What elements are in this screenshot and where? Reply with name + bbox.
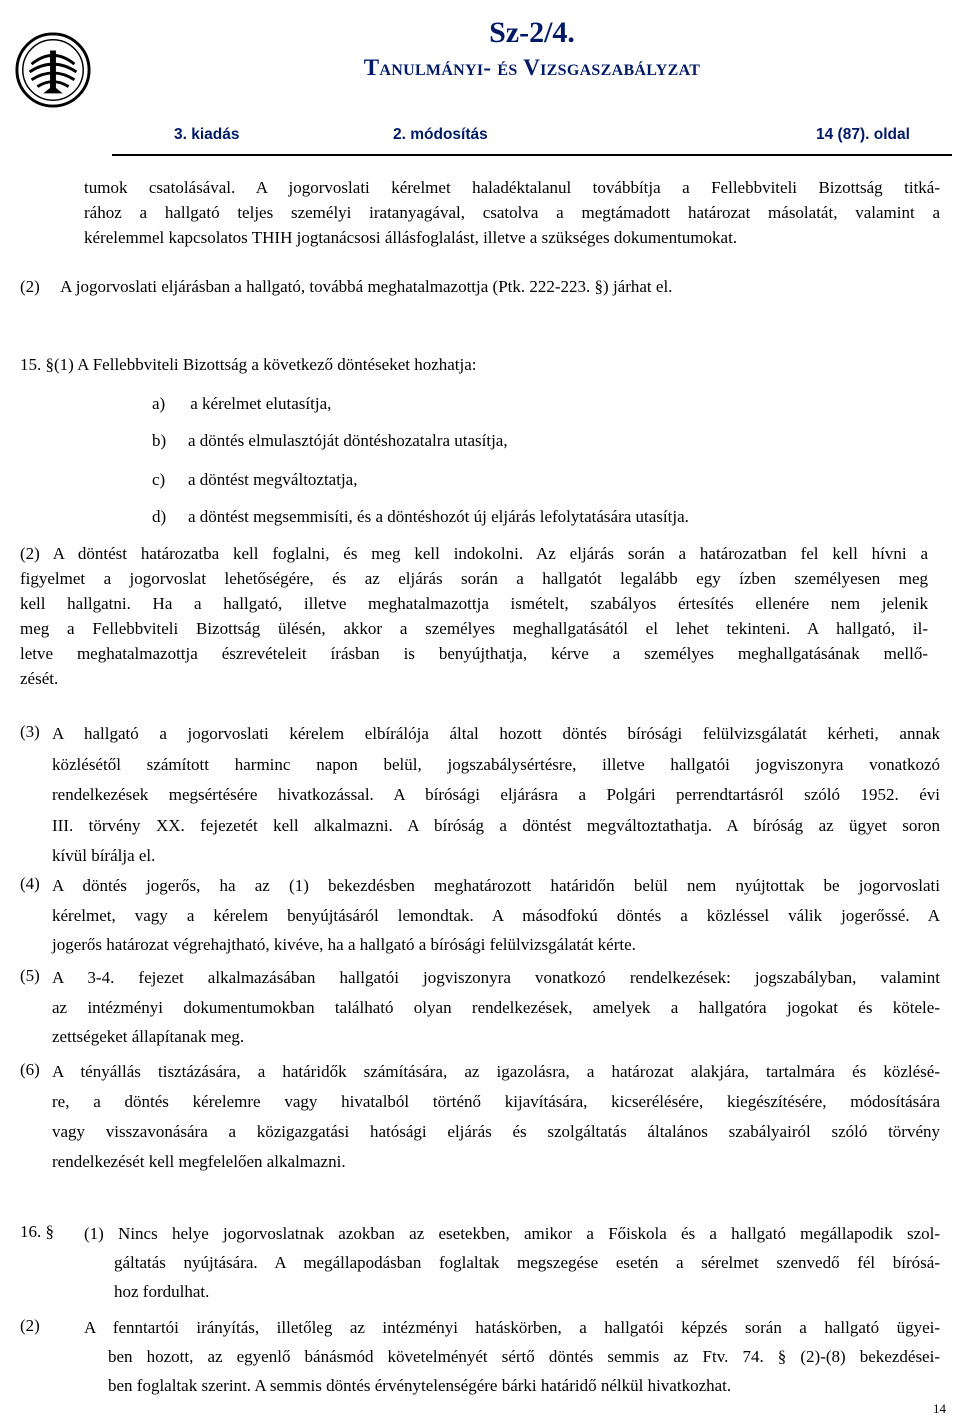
- text-line: közlésétől számított harminc napon belül, jogszabálysértésre, illetve hallgatói jogviszonyra vonatkozó: [52, 754, 940, 774]
- text-line: A hallgató a jogorvoslati kérelem elbírálója által hozott döntés bírósági felülvizsgálatát kérheti, annak: [52, 724, 940, 743]
- section-15-6: [52, 1057, 940, 1177]
- list-item-label: d): [152, 507, 167, 526]
- page-number: 14: [933, 1401, 946, 1416]
- text-line: ben foglaltak szerint. A semmis döntés érvénytelenségére bárki határidő nélkül hivatkozhat.: [108, 1376, 732, 1395]
- text-line: rendelkezését kell megfelelően alkalmazni.: [52, 1152, 346, 1171]
- paragraph-14-2: (2) A jogorvoslati eljárásban a hallgató, továbbá meghatalmazottja (Ptk. 222-223. §) járhat el.: [20, 277, 673, 296]
- list-item-label: a): [152, 394, 166, 413]
- section-15-6-number: (6): [20, 1060, 40, 1079]
- text-line: vagy visszavonására a közigazgatási hatósági eljárás és szolgáltatás általános szabályairól szóló törvény: [52, 1122, 940, 1141]
- page-label: 14 (87). oldal: [816, 126, 910, 143]
- text-line: tumok csatolásával. A jogorvoslati kérelmet haladéktalanul továbbítja a Fellebbviteli Bizottság titká-: [84, 178, 940, 197]
- section-15-4: [52, 871, 940, 960]
- text-line: zését.: [20, 669, 59, 688]
- text-line: kell hallgatni. Ha a hallgató, illetve meghatalmazottja ismételt, szabályos értesítés ellenére nem jelenik: [20, 594, 928, 613]
- list-item-text: a döntés elmulasztóját döntéshozatalra utasítja,: [188, 431, 508, 450]
- text-line: rendelkezések megsértésére hivatkozással. A bírósági eljárásra a Polgári perrendtartásról szóló 1952. évi: [52, 785, 940, 804]
- section-15-5-number: (5): [20, 966, 40, 985]
- text-line: az intézményi dokumentumokban található olyan rendelkezések, amelyek a hallgatóra jogokat és kötele-: [52, 997, 940, 1017]
- text-line: ben hozott, az egyenlő bánásmód követelményét sértő döntés semmis az Ftv. 74. § (2)-(8) bekezdései-: [108, 1347, 940, 1366]
- modification-label: 2. módosítás: [393, 126, 488, 143]
- section-15-3: [52, 719, 940, 872]
- text-line: gáltatás nyújtására. A megállapodásban foglaltak megszegése esetén a sérelmet szenvedő fél bírósá-: [114, 1253, 940, 1272]
- section-16-2-number: (2): [20, 1316, 40, 1335]
- section-16-number: 16. §: [20, 1222, 54, 1241]
- section-15-3-number: (3): [20, 722, 40, 741]
- text-line: A döntés jogerős, ha az (1) bekezdésben meghatározott határidőn belül nem nyújtottak be jogorvoslati: [52, 876, 940, 895]
- text-line: kérelmet, vagy a kérelem benyújtásáról lemondtak. A másodfokú döntés a közléssel válik jogerőssé. A: [52, 905, 940, 925]
- edition-label: 3. kiadás: [174, 126, 240, 143]
- text-line: (1) Nincs helye jogorvoslatnak azokban az esetekben, amikor a Főiskola és a hallgató megállapodik szol-: [84, 1224, 940, 1243]
- document-title: Tanulmányi- és Vizsgaszabályzat: [363, 55, 701, 80]
- list-item-label: c): [152, 470, 166, 489]
- list-item-text: a döntést megsemmisíti, és a döntéshozót új eljárás lefolytatására utasítja.: [188, 507, 689, 526]
- text-line: A 3-4. fejezet alkalmazásában hallgatói jogviszonyra vonatkozó rendelkezések: jogszabályban, valamint: [52, 968, 940, 987]
- text-line: (2) A döntést határozatba kell foglalni, és meg kell indokolni. Az eljárás során a határozatban fel kell hívni a: [20, 544, 928, 563]
- text-line: jogerős határozat végrehajtható, kivéve, ha a hallgató a bírósági felülvizsgálatát kérte.: [52, 935, 636, 954]
- text-line: hoz fordulhat.: [114, 1282, 210, 1301]
- section-15-lead: 15. §(1) A Fellebbviteli Bizottság a következő döntéseket hozhatja:: [20, 355, 477, 374]
- text-line: letve meghatalmazottja észrevételeit írásban is benyújthatja, kérve a személyes meghallgatásának mellő-: [20, 644, 928, 663]
- section-15-2: [20, 541, 928, 691]
- text-line: figyelmet a jogorvoslat lehetőségére, és az eljárás során a hallgatót legalább egy ízben személyesen meg: [20, 569, 928, 588]
- text-line: A fenntartói irányítás, illetőleg az intézményi hatáskörben, a hallgatói képzés során a hallgató ügyei-: [84, 1318, 940, 1337]
- list-item-label: b): [152, 431, 167, 450]
- section-16-2: [84, 1313, 940, 1400]
- header-divider: [112, 154, 952, 156]
- section-15-4-number: (4): [20, 874, 40, 893]
- intro-paragraph: [84, 175, 940, 250]
- section-15-5: [52, 963, 940, 1052]
- list-item-text: a kérelmet elutasítja,: [186, 394, 332, 413]
- text-line: kívül bírálja el.: [52, 846, 156, 865]
- section-16-1: [84, 1219, 940, 1306]
- text-line: zettségeket állapítanak meg.: [52, 1027, 245, 1046]
- text-line: A tényállás tisztázására, a határidők számítására, az igazolásra, a határozat alakjára, tartalmára és közlésé-: [52, 1062, 940, 1081]
- text-line: kérelemmel kapcsolatos THIH jogtanácsosi állásfoglalást, illetve a szükséges dokumentumokat.: [84, 228, 738, 247]
- text-line: re, a döntés kérelemre vagy hivatalból történő kijavítására, kicserélésére, kiegészítésére, módosítására: [52, 1092, 940, 1111]
- list-item-text: a döntést megváltoztatja,: [188, 470, 358, 489]
- text-line: rához a hallgató teljes személyi iratanyagával, csatolva a megtámadott határozat másolatát, valamint a: [84, 203, 940, 222]
- document-code: Sz-2/4.: [489, 16, 575, 49]
- text-line: meg a Fellebbviteli Bizottság ülésén, akkor a személyes meghallgatásától el lehet tekinteni. A hallgató, il-: [20, 619, 928, 638]
- text-line: III. törvény XX. fejezetét kell alkalmazni. A bíróság a döntést megváltoztathatja. A bíróság az ügyet soron: [52, 815, 940, 835]
